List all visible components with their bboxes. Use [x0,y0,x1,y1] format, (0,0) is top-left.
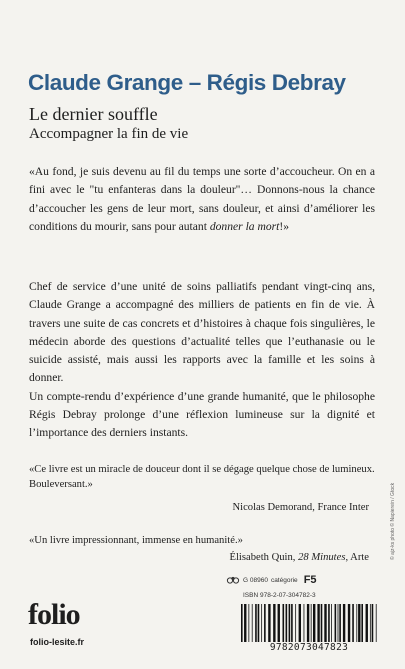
authors: Claude Grange – Régis Debray [28,70,346,95]
barcode-bar [264,604,266,642]
barcode-bar [361,604,363,642]
blurb-description-paragraph: Chef de service d’une unité de soins palliatifs pendant vingt-cinq ans, Claude Grange a accompagné des milliers de patients en fin de vie. À travers une suite de cas concrets et d’histoires à chaque fois singulières, le médecin aborde des questions d’actualité telles que l’euthanasie ou le suicide assisté, mais aussi les rapports avec la famille et les soins à donner. Un compte-rendu d’expérience d’une grande humanité, que le philosophe Régis Debray prolonge d’une réflexion lumineuse sur la dignité et l’importance des derniers instants. [29,280,375,440]
barcode-bar [268,604,270,642]
barcode-bar [244,604,246,642]
barcode-bar [356,604,357,642]
barcode-bar [307,604,309,642]
book-subtitle: Accompagner la fin de vie [29,126,189,142]
barcode [239,604,379,642]
photo-credit: © ajz-ks photo © Napierein / Gtock [390,482,396,560]
barcode-bar [299,604,301,642]
review-attribution: Élisabeth Quin, 28 Minutes, Arte [229,552,369,563]
barcode-bar [286,604,288,642]
barcode-bar [313,604,315,642]
category-label: catégorie [270,576,298,584]
review-quote: «Un livre impressionnant, immense en humanité.» [29,535,243,546]
barcode-bar [317,604,319,642]
barcode-bar [348,604,350,642]
barcode-bar [248,604,249,642]
barcode-bar [324,604,326,642]
barcode-bar [321,604,323,642]
isbn: ISBN 978-2-07-304782-3 [243,592,316,599]
barcode-bar [241,604,243,642]
book-title: Le dernier souffle [29,104,158,124]
barcode-bar [366,604,368,642]
barcode-bar [261,604,262,642]
barcode-bar [339,604,341,642]
barcode-bar [338,604,339,642]
barcode-bar [283,604,285,642]
publisher-website: folio-lesite.fr [30,637,85,647]
barcode-bar [328,604,330,642]
folio-logo: folio [28,598,80,631]
barcode-bar [273,604,275,642]
barcode-bar [252,604,253,642]
barcode-bar [372,604,374,642]
barcode-bar [370,604,371,642]
barcode-bar [289,604,291,642]
barcode-number: 9782073047823 [269,642,349,653]
barcode-bar [278,604,280,642]
pictogram-icon [226,576,240,585]
product-code: G 08960 [243,576,268,584]
barcode-bar [358,604,360,642]
barcode-bar [258,604,260,642]
blurb-quote-paragraph: «Au fond, je suis devenu au fil du temps une sorte d’accoucheur. On en a fini avec le "tu enfanteras dans la douleur"… Donnons-nous la chance d’accoucher les gens de leur mort, sans douleur, et ainsi d’améliorer les conditions du mourir, sans pour autant donner la mort!» [29,165,375,233]
product-code-row [226,574,317,586]
barcode-bar [335,604,337,642]
review-quote: «Ce livre est un miracle de douceur dont il se dégage quelque chose de lumineux. Bouleversant.» [29,464,375,490]
barcode-bar [376,604,377,642]
barcode-bar [352,604,354,642]
barcode-bar [343,604,345,642]
barcode-bar [331,604,332,642]
price-category: F5 [303,574,317,586]
barcode-bar [311,604,312,642]
review-attribution: Nicolas Demorand, France Inter [232,502,369,513]
barcode-bar [255,604,257,642]
barcode-bar [304,604,305,642]
barcode-bar [295,604,296,642]
barcode-bar [291,604,293,642]
